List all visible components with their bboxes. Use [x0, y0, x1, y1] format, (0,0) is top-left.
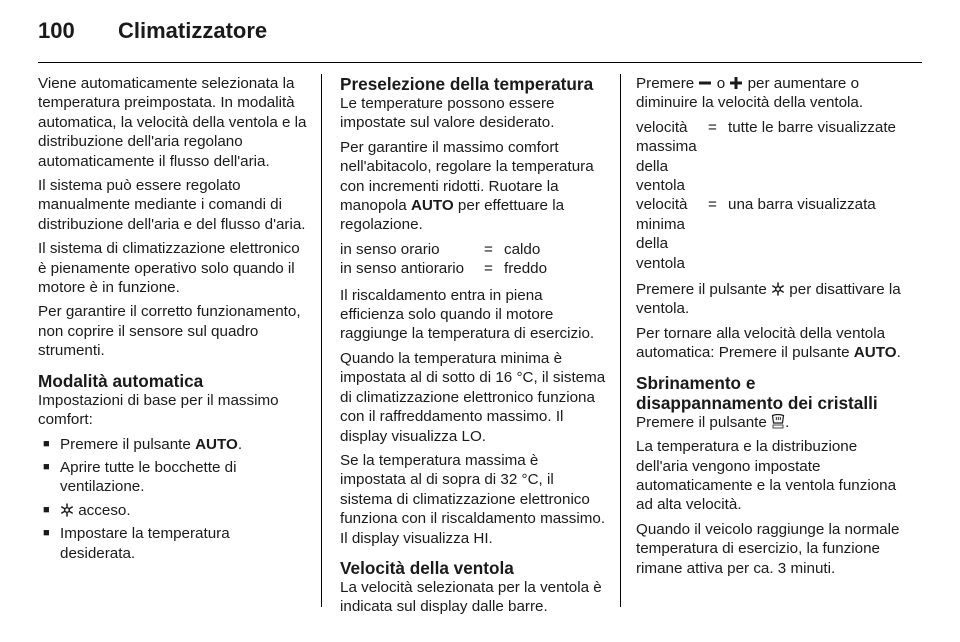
text-span: . — [785, 413, 790, 431]
fan-icon — [771, 282, 785, 296]
list-item-text: acceso. — [78, 501, 131, 519]
plus-icon — [729, 76, 743, 90]
section-heading-defrost: Sbrinamento e disappannamento dei cristalli — [636, 372, 878, 413]
rotation-table — [340, 240, 606, 279]
table-cell-equals: = — [708, 196, 717, 214]
column-2 — [340, 74, 606, 622]
paragraph: Se la temperatura massima è impostata al di sopra di 32 °C, il sistema di climatizzazione elettronico funziona con il riscaldamento massimo. Il display visualizza HI. — [340, 451, 606, 547]
table-cell-value: caldo — [504, 240, 541, 258]
list-item — [43, 524, 308, 563]
paragraph: La velocità selezionata per la ventola è indicata sul display dalle barre. — [340, 578, 602, 616]
table-cell-equals: = — [484, 260, 493, 278]
bullet-list — [38, 435, 308, 563]
table-cell-equals: = — [484, 240, 493, 258]
text-span: Premere il pulsante — [636, 413, 772, 431]
text-span: Per garantire il massimo comfort nell'abitacolo, regolare la temperatura con incrementi ridotti. Ruotare la manopola — [340, 138, 594, 215]
square-bullet-icon: ■ — [43, 503, 50, 516]
list-item-text: Premere il pulsante — [60, 435, 196, 453]
auto-label: AUTO — [853, 344, 897, 362]
list-item — [43, 501, 308, 520]
text-span: per disattivare la ventola. — [636, 281, 901, 318]
list-item-text: . — [237, 435, 243, 453]
text-span: per aumentare o diminuire la velocità della ventola. — [636, 75, 864, 112]
auto-label: AUTO — [410, 197, 454, 215]
auto-label: AUTO — [195, 435, 238, 453]
header-rule — [38, 62, 922, 63]
section-heading-auto: Modalità automatica — [38, 370, 204, 391]
table-cell-key: velocità massima della ventola — [636, 118, 697, 195]
paragraph: Le temperature possono essere impostate sul valore desiderato. — [340, 95, 555, 132]
paragraph: La temperatura e la distribuzione dell'aria vengono impostate automaticamente e la ventola funziona ad alta velocità. — [636, 438, 897, 514]
square-bullet-icon: ■ — [43, 437, 50, 450]
paragraph — [636, 413, 906, 432]
paragraph: Impostazioni di base per il massimo comfort: — [38, 391, 279, 429]
paragraph: Il sistema può essere regolato manualmente mediante i comandi di distribuzione dell'aria e del flusso d'aria. — [38, 177, 306, 233]
paragraph: Quando la temperatura minima è impostata al di sotto di 16 °C, il sistema di climatizzazione elettronico funziona con il raffreddamento massimo. Il display visualizza LO. — [340, 349, 606, 445]
paragraph — [340, 138, 606, 235]
table-cell-value: tutte le barre visualizzate — [728, 118, 896, 136]
paragraph: Il sistema di climatizzazione elettronico è pienamente operativo solo quando il motore è in funzione. — [38, 240, 300, 297]
text-span: o — [712, 75, 730, 92]
list-item — [43, 458, 308, 497]
paragraph: Per garantire il corretto funzionamento, non coprire il sensore sul quadro strumenti. — [38, 303, 301, 360]
column-1 — [38, 74, 308, 567]
paragraph — [636, 74, 906, 113]
paragraph: Il riscaldamento entra in piena efficienza solo quando il motore raggiunge la temperatura di esercizio. — [340, 286, 595, 343]
table-cell-value: freddo — [504, 260, 548, 278]
paragraph: Quando il veicolo raggiunge la normale temperatura di esercizio, la funzione rimane attiva per ca. 3 minuti. — [636, 520, 900, 577]
table-cell-key: velocità minima della ventola — [636, 196, 688, 272]
column-divider — [321, 74, 322, 607]
paragraph: Viene automaticamente selezionata la temperatura preimpostata. In modalità automatica, la velocità della ventola e la distribuzione dell'aria regolano automaticamente il flusso dell'aria. — [38, 75, 307, 170]
text-span: per effettuare la regolazione. — [340, 197, 565, 234]
table-cell-equals: = — [708, 118, 717, 136]
column-divider — [620, 74, 621, 607]
fan-speed-table — [636, 118, 906, 273]
paragraph — [636, 324, 906, 363]
section-heading-fan-speed: Velocità della ventola — [340, 557, 514, 578]
square-bullet-icon: ■ — [43, 460, 50, 473]
table-cell-key: in senso orario — [340, 240, 440, 258]
text-span: . — [896, 344, 901, 362]
section-heading-temperature: Preselezione della temperatura — [340, 74, 594, 94]
table-cell-value: una barra visualizzata — [728, 196, 876, 214]
fan-icon — [60, 503, 74, 517]
defrost-max-icon — [771, 414, 785, 429]
paragraph — [636, 280, 906, 319]
minus-icon — [698, 76, 712, 90]
text-span: Premere il pulsante — [636, 281, 772, 299]
text-span: Premere — [636, 75, 699, 92]
table-cell-key: in senso antiorario — [340, 260, 465, 278]
list-item-text: Impostare la temperatura desiderata. — [60, 525, 230, 562]
page-title: Climatizzatore — [118, 18, 268, 43]
page-number: 100 — [38, 18, 75, 43]
column-3 — [636, 74, 906, 583]
list-item — [43, 435, 308, 454]
square-bullet-icon: ■ — [43, 527, 50, 540]
list-item-text: Aprire tutte le bocchette di ventilazione. — [60, 458, 237, 496]
text-span: Per tornare alla velocità della ventola automatica: Premere il pulsante — [636, 324, 886, 362]
